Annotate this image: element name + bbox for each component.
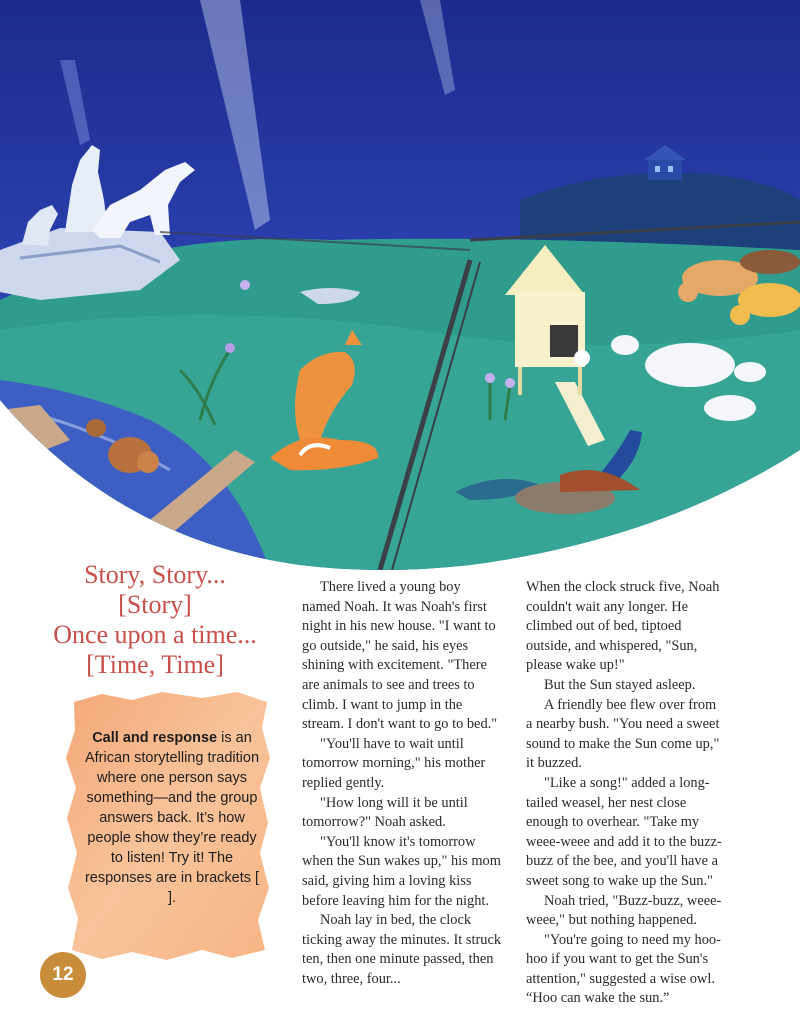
- callout-body: is an African storytelling tradition where one person says something—and the group answers back. It’s how people show they’re ready to listen! Try it! The responses are in brackets [ ].: [84, 730, 260, 906]
- call-and-response-callout: [62, 688, 278, 964]
- intro-response: [Time, Time]: [86, 650, 224, 679]
- callout-bold-term: Call and response: [92, 730, 218, 746]
- story-column-2: [526, 578, 724, 1009]
- story-intro: [30, 560, 280, 680]
- story-paragraph: Noah lay in bed, the clock ticking away the minutes. It struck ten, then one minute passed, then two, three, four...: [302, 912, 502, 987]
- intro-response: [Story]: [118, 590, 192, 619]
- story-paragraph: "You'll have to wait until tomorrow morning," his mother replied gently.: [302, 735, 486, 791]
- story-paragraph: But the Sun stayed asleep.: [544, 676, 696, 693]
- story-paragraph: Noah tried, "Buzz-buzz, weee-weee," but nothing happened.: [526, 892, 722, 929]
- story-paragraph: "Like a song!" added a long-tailed weasel, her nest close enough to overhear. "Take my weee-weee and add it to the buzz-buzz of the bee, and you'll have a sweet song to wake up the Sun.": [526, 774, 722, 889]
- story-paragraph: There lived a young boy named Noah. It was Noah's first night in his new house. "I want to go outside," he said, his eyes shining with excitement. "There are animals to see and trees to climb. I want to jump in the stream. I don't want to go to bed.": [302, 579, 498, 733]
- intro-line: Story, Story...: [84, 560, 226, 589]
- intro-line: Once upon a time...: [53, 620, 257, 649]
- callout-text: [84, 728, 260, 908]
- story-paragraph: When the clock struck five, Noah couldn't wait any longer. He climbed out of bed, tiptoed outside, and whispered, "Sun, please wake up!": [526, 579, 720, 674]
- story-paragraph: "How long will it be until tomorrow?" Noah asked.: [302, 794, 468, 831]
- story-column-1: [302, 578, 502, 989]
- story-paragraph: "You'll know it's tomorrow when the Sun wakes up," his mom said, giving him a loving kiss before leaving him for the night.: [302, 833, 501, 909]
- page-number-badge: 12: [40, 952, 86, 998]
- story-paragraph: A friendly bee flew over from a nearby bush. "You need a sweet sound to make the Sun come up," it buzzed.: [526, 696, 720, 772]
- story-paragraph: "You're going to need my hoo-hoo if you want to get the Sun's attention," suggested a wise owl. “Hoo can wake the sun.”: [526, 931, 721, 1007]
